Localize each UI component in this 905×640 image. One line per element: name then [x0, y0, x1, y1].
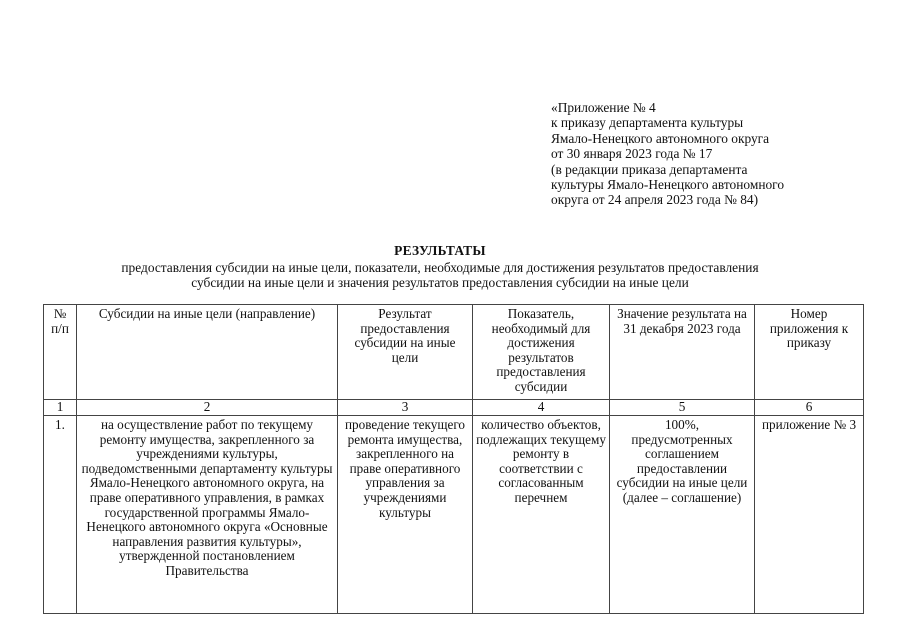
appendix-line: культуры Ямало-Ненецкого автономного — [551, 177, 785, 193]
column-number-cell: 1 — [44, 400, 77, 416]
results-table — [43, 304, 864, 614]
appendix-line: Ямало-Ненецкого автономного округа — [551, 130, 770, 146]
appendix-line: (в редакции приказа департамента — [551, 161, 748, 177]
header-cell-direction: Субсидии на иные цели (направление) — [77, 305, 338, 400]
appendix-line: «Приложение № 4 — [551, 100, 656, 115]
header-cell-indicator: Показатель, необходимый для достижения результатов предоставления субсидии — [473, 305, 610, 400]
row-appendix-cell: приложение № 3 — [755, 416, 864, 614]
table-row — [44, 416, 864, 614]
column-number-cell: 3 — [338, 400, 473, 416]
row-result-cell: проведение текущего ремонта имущества, закрепленного на праве оперативного управления за учреждениями культуры — [338, 416, 473, 614]
appendix-block — [551, 100, 784, 208]
row-indicator-cell: количество объектов, подлежащих текущему ремонту в соответствии с согласованным перечнем — [473, 416, 610, 614]
column-number-cell: 5 — [610, 400, 755, 416]
header-cell-value: Значение результата на 31 декабря 2023 года — [610, 305, 755, 400]
appendix-line: округа от 24 апреля 2023 года № 84) — [551, 192, 759, 208]
table-header-row — [44, 305, 864, 400]
appendix-line: к приказу департамента культуры — [551, 115, 744, 131]
header-cell-number: № п/п — [44, 305, 77, 400]
row-direction-cell: на осуществление работ по текущему ремонту имущества, закрепленного за учреждениями культуры, подведомственными департаменту культуры Ямало-Ненецкого автономного округа, на праве оперативного управления, в рамках государственной программы Ямало-Ненецкого автономного округа «Основные направления развития культуры», утвержденной постановлением Правительства — [77, 416, 338, 614]
column-number-row — [44, 400, 864, 416]
header-cell-appendix: Номер приложения к приказу — [755, 305, 864, 400]
row-number-cell: 1. — [44, 416, 77, 614]
document-title: РЕЗУЛЬТАТЫ — [394, 243, 486, 258]
document-subtitle-line-2: субсидии на иные цели и значения результатов предоставления субсидии на иные цели — [191, 275, 689, 290]
column-number-cell: 6 — [755, 400, 864, 416]
row-value-cell: 100%, предусмотренных соглашением предоставлении субсидии на иные цели (далее – соглашение) — [610, 416, 755, 614]
column-number-cell: 2 — [77, 400, 338, 416]
column-number-cell: 4 — [473, 400, 610, 416]
appendix-line: от 30 января 2023 года № 17 — [551, 146, 713, 162]
header-cell-result: Результат предоставления субсидии на иные цели — [338, 305, 473, 400]
document-subtitle-line-1: предоставления субсидии на иные цели, показатели, необходимые для достижения результатов предоставления — [121, 260, 759, 275]
